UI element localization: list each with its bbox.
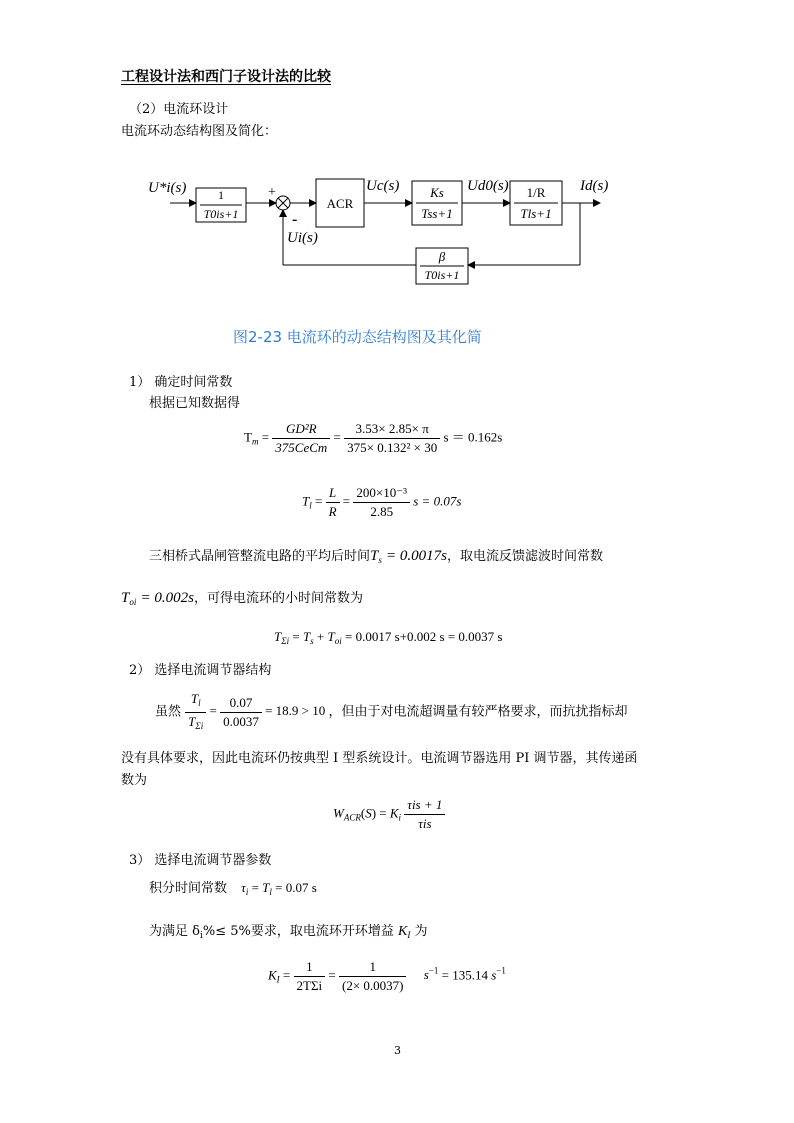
ratio-paragraph: 虽然 $\frac{T_l}{T_{\Sigma i}}$ = $\frac{0.07}{0.0037}$ = 18.9 > 10 ，但由于对电流超调量有较严格要求，而抗扰指标却 bbox=[155, 691, 628, 731]
input-label: U*i(s) bbox=[148, 180, 187, 196]
toi-paragraph: $T_{oi} = 0.002s$，可得电流环的小时间常数为 bbox=[121, 590, 363, 607]
step1-heading: 1） 确定时间常数 bbox=[129, 375, 233, 390]
r-denominator: Tls+1 bbox=[520, 206, 552, 221]
w-equation: $W_{ACR}(S) = K_i$ $\frac{\text{τis + 1}}{\text{τis}}$ bbox=[333, 796, 445, 833]
id-label: Id(s) bbox=[580, 178, 609, 194]
tl-equation: $T_l$ = $\frac{L}{R}$ = $\frac{\text{200×10⁻³}}{2.85}$ s = 0.07s bbox=[302, 485, 462, 519]
filter-denominator: T0is+1 bbox=[203, 207, 239, 221]
section-heading: （2）电流环设计 bbox=[129, 102, 229, 117]
ks-numerator: Ks bbox=[430, 185, 444, 200]
plus-sign: + bbox=[268, 185, 276, 200]
beta-denominator: T0is+1 bbox=[424, 268, 460, 282]
ki-equation: $K_I$ = $\frac{1}{\text{2TΣi}}$ = $\frac{1}{(2\times 0.0037)}$ $s^{-1} = 135.14$ $s^{-1}$ bbox=[268, 959, 506, 993]
block-diagram bbox=[140, 166, 620, 286]
step3-heading: 3） 选择电流调节器参数 bbox=[129, 853, 272, 868]
figure-caption: 图2-23 电流环的动态结构图及其化简 bbox=[233, 328, 482, 346]
feedback-label: Ui(s) bbox=[287, 230, 318, 246]
pi-paragraph-line2: 数为 bbox=[121, 773, 148, 788]
step1-line: 根据已知数据得 bbox=[149, 396, 241, 411]
filter-numerator: 1 bbox=[218, 188, 224, 202]
tm-equation: $T_m$ = $\frac{\text{GD²R}}{\text{375CeCm}}$ = $\frac{3.53\times 2.85\times \pi}{\text{375× 0.132² × 30}}$ s ＝ 0.162s bbox=[244, 421, 503, 455]
ts-paragraph: 三相桥式晶闸管整流电路的平均后时间$T_s = 0.0017s$，取电流反馈滤波时间常数 bbox=[149, 548, 603, 565]
ud0-label: Ud0(s) bbox=[467, 178, 509, 194]
pi-paragraph-line1: 没有具体要求，因此电流环仍按典型 I 型系统设计。电流调节器选用 PI 调节器，其传递函 bbox=[121, 751, 638, 766]
step2-heading: 2） 选择电流调节器结构 bbox=[129, 663, 272, 678]
page-title: 工程设计法和西门子设计法的比较 bbox=[121, 69, 331, 85]
tau-line: 积分时间常数 $\tau_i = T_l = 0.07$ s bbox=[149, 880, 317, 897]
r-numerator: 1/R bbox=[526, 185, 546, 200]
minus-sign: - bbox=[292, 211, 298, 228]
page-number: 3 bbox=[394, 1044, 401, 1057]
acr-label: ACR bbox=[326, 196, 354, 211]
intro-text: 电流环动态结构图及简化： bbox=[121, 124, 278, 139]
ks-denominator: Tss+1 bbox=[421, 206, 453, 221]
uc-label: Uc(s) bbox=[366, 178, 400, 194]
tsum-equation: $T_{\Sigma i} = T_s + T_{oi} = 0.0017$ s+0.002 s = 0.0037 s bbox=[274, 629, 503, 646]
requirement-line: 为满足 $\delta_i\%\le 5\%$要求，取电流环开环增益 $K_I$ 为 bbox=[149, 924, 428, 941]
beta-numerator: β bbox=[438, 249, 446, 264]
